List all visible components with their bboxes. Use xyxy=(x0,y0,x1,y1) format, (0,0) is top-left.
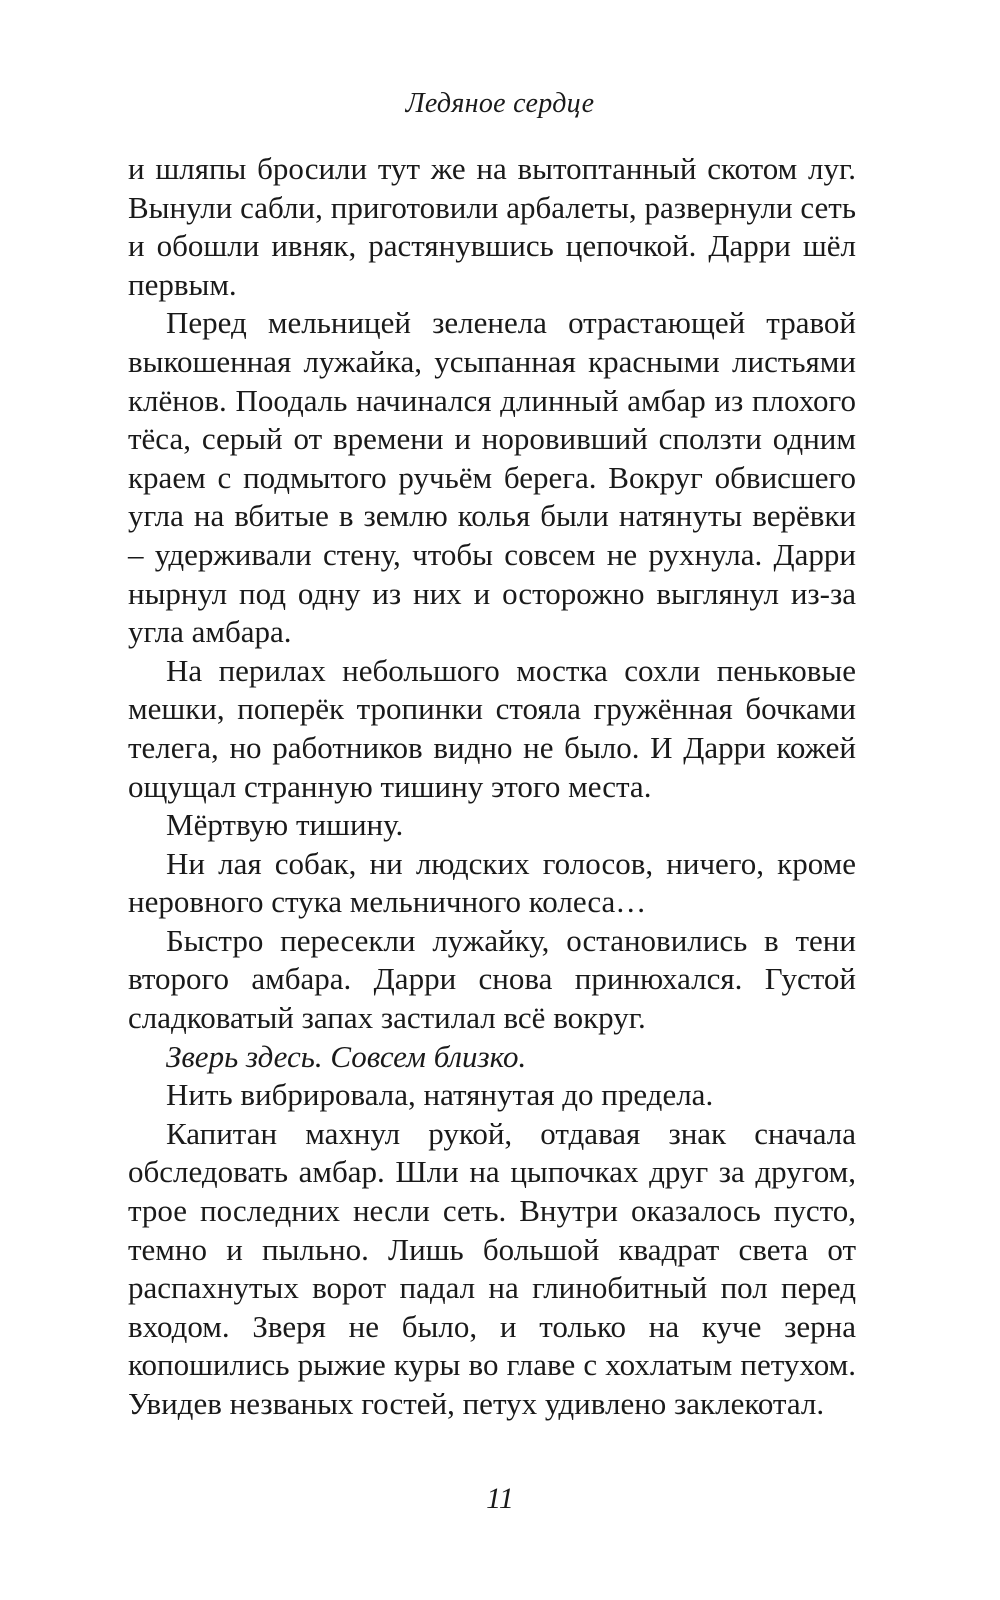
paragraph: Капитан махнул рукой, отдавая знак сначала обследовать амбар. Шли на цыпочках друг за другом, трое последних несли сеть. Внутри оказалось пусто, темно и пыльно. Лишь большой квадрат света от распахнутых ворот падал на глинобитный пол перед входом. Зверя не было, и только на куче зерна копошились рыжие куры во главе с хохлатым петухом. Увидев незваных гостей, петух удивлено заклекотал. xyxy=(128,1115,856,1421)
italic-paragraph: Зверь здесь. Совсем близко. xyxy=(166,1038,527,1074)
body-text xyxy=(128,150,856,1424)
paragraph: и шляпы бросили тут же на вытоптанный скотом луг. Вынули сабли, приготовили арбалеты, развернули сеть и обошли ивняк, растянувшись цепочкой. Дарри шёл первым. xyxy=(128,151,856,302)
page-number: 11 xyxy=(486,1482,514,1515)
paragraph: На перилах небольшого мостка сохли пеньковые мешки, поперёк тропинки стояла гружённая бочками телега, но работников видно не было. И Дарри кожей ощущал странную тишину этого места. xyxy=(128,652,856,804)
paragraph: Ни лая собак, ни людских голосов, ничего, кроме неровного стука мельничного колеса… xyxy=(128,845,856,920)
paragraph: Нить вибрировала, натянутая до предела. xyxy=(166,1077,714,1113)
paragraph: Перед мельницей зеленела отрастающей травой выкошенная лужайка, усыпанная красными листьями клёнов. Поодаль начинался длинный амбар из плохого тёса, серый от времени и норовивший сползти одним краем с подмытого ручьём берега. Вокруг обвисшего угла на вбитые в землю колья были натянуты верёвки – удерживали стену, чтобы совсем не рухнула. Дарри нырнул под одну из них и осторожно выглянул из-за угла амбара. xyxy=(128,305,856,650)
paragraph: Мёртвую тишину. xyxy=(166,807,404,843)
running-title: Ледяное сердце xyxy=(405,88,595,119)
paragraph: Быстро пересекли лужайку, остановились в тени второго амбара. Дарри снова принюхался. Густой сладковатый запах застилал всё вокруг. xyxy=(128,922,856,1036)
